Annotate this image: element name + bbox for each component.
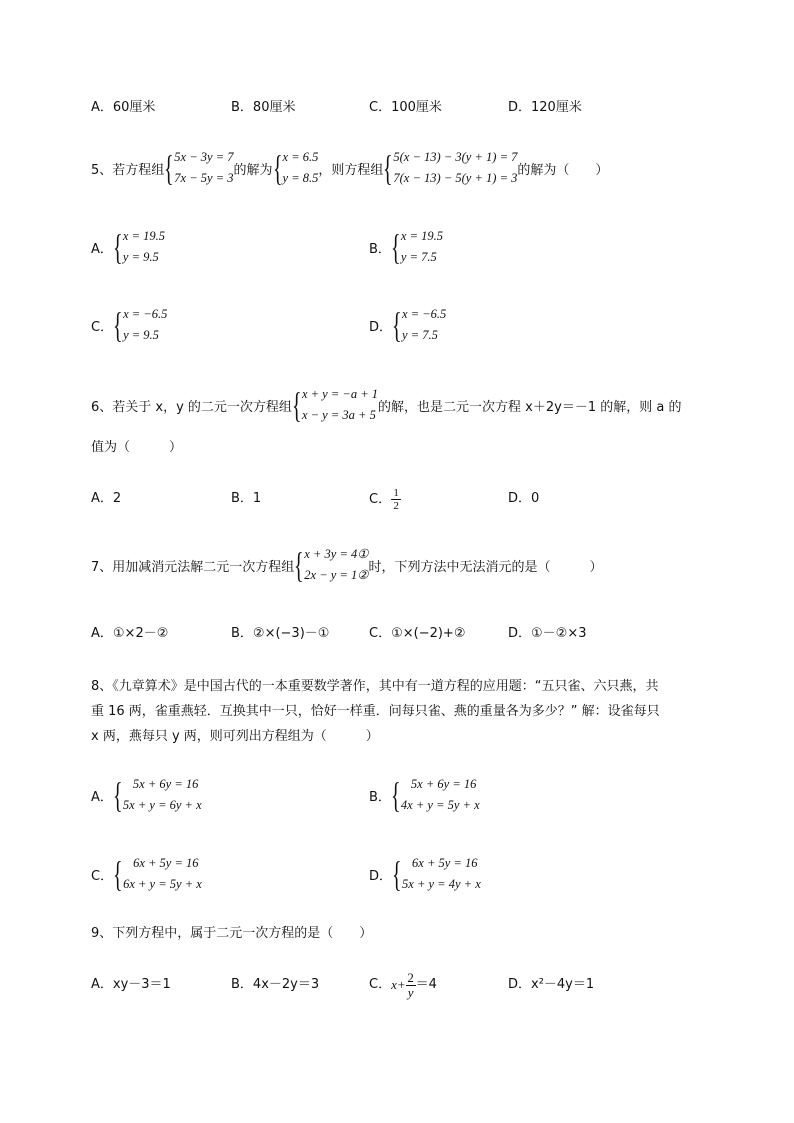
q5-option-d [369,304,446,346]
q8-option-b [369,774,480,816]
q5-sys2-line1: 5(x − 13) − 3(y + 1) = 7 [393,150,518,164]
q7-option-a: A．①×2－② [91,626,169,641]
q6-option-b: B．1 [231,491,262,506]
q8-option-d [369,853,481,895]
q6-system: { x + y = −a + 1 x − y = 3a + 5 [291,385,379,425]
q9-option-c-left: x+ [391,977,406,992]
q6-option-a: A．2 [91,491,122,506]
q8-option-d-label: D． [369,868,393,884]
q6-frac-num: 1 [393,487,399,499]
q8-option-a-system: { 5x + 6y = 16 5x + y = 6y + x [112,775,202,815]
q5-option-a-line1: x = 19.5 [122,229,166,243]
q4-option-c: C．100厘米 [369,100,442,115]
q5-option-a-system: { x = 19.5 y = 9.5 [112,227,166,267]
q5-option-a-label: A． [91,241,113,257]
q8-option-a-label: A． [91,789,113,805]
q5-option-b-line2: y = 7.5 [400,250,437,264]
q8-option-a-line2: 5x + y = 6y + x [122,798,202,812]
q9-c-num: 2 [407,969,414,985]
q7-option-c: C．①×(−2)+② [369,626,466,641]
q7-sys-line2: 2x − y = 1② [304,568,369,582]
q6-sys-line1: x + y = −a + 1 [301,387,379,401]
q5-sys1-line1: 5x − 3y = 7 [174,150,234,164]
q9-option-c-fraction [406,971,416,1000]
q6-option-c-fraction [391,487,401,512]
q7-system: { x + 3y = 4① 2x − y = 1② [294,545,369,585]
q8-line2: 重 16 两，雀重燕轻．互换其中一只，恰好一样重．问每只雀、燕的重量各为多少？” 解：设雀每只 [91,704,660,719]
q7-sys-line1: x + 3y = 4① [304,547,369,561]
q7-stem [91,543,602,587]
q5-solution-1: { x = 6.5 y = 8.5 [272,148,319,188]
q5-option-c-system: { x = −6.5 y = 9.5 [113,305,168,345]
q9-c-den: y [407,984,414,1000]
q9-option-d: D．x²－4y＝1 [508,977,595,992]
q5-option-c-line2: y = 9.5 [123,328,159,342]
q5-stem [91,146,608,190]
q5-option-b-system: { x = 19.5 y = 7.5 [390,227,444,267]
q6-stem [91,383,681,427]
q4-option-d: D．120厘米 [508,100,582,115]
q5-system-1: { 5x − 3y = 7 7x − 5y = 3 [164,148,234,188]
q5-option-d-system: { x = −6.5 y = 7.5 [392,305,447,345]
q8-option-a [91,774,202,816]
q5-system-2: { 5(x − 13) − 3(y + 1) = 7 7(x − 13) − 5(y + 1) = 3 [383,148,518,188]
q5-option-c [91,304,167,346]
q8-option-a-line1: 5x + 6y = 16 [132,777,199,791]
q5-option-b-label: B． [369,241,391,257]
q6-frac-den: 2 [393,500,399,512]
q9-stem: 9、下列方程中，属于二元一次方程的是（ ） [91,926,373,941]
q8-option-d-system: { 6x + 5y = 16 5x + y = 4y + x [392,854,481,894]
q8-option-b-label: B． [369,789,391,805]
q8-option-b-line1: 5x + 6y = 16 [410,777,477,791]
q9-option-c [369,966,437,1004]
q6-suffix: 的解，也是二元一次方程 x＋2y＝－1 的解，则 a 的 [378,399,682,415]
q8-option-d-line1: 6x + 5y = 16 [412,856,478,870]
q5-sol1-line1: x = 6.5 [282,150,319,164]
q8-option-c-line2: 6x + y = 5y + x [123,877,202,891]
q5-option-d-label: D． [369,319,393,335]
q8-option-c-label: C． [91,868,114,884]
q5-sys2-line2: 7(x − 13) − 5(y + 1) = 3 [393,171,518,185]
q5-mid2: ，则方程组 [318,162,384,178]
q5-mid1: 的解为 [233,162,273,178]
q9-option-b: B．4x－2y＝3 [231,977,320,992]
q9-option-c-right: ＝4 [415,977,437,992]
q8-option-b-system: { 5x + 6y = 16 4x + y = 5y + x [390,775,480,815]
q9-option-a: A．xy－3＝1 [91,977,171,992]
q7-option-d: D．①－②×3 [508,626,587,641]
q5-option-a [91,226,165,268]
q8-line1: 8、《九章算术》是中国古代的一本重要数学著作，其中有一道方程的应用题：“五只雀、六只燕，共 [91,679,659,694]
q4-option-b: B．80厘米 [231,100,296,115]
q6-line2: 值为（ ） [91,440,183,455]
q5-prefix: 5、若方程组 [91,162,165,178]
q8-line3: x 两，燕每只 y 两，则可列出方程组为（ ） [91,729,379,744]
q5-option-b [369,226,443,268]
q8-option-c-line1: 6x + 5y = 16 [133,856,199,870]
q8-option-c-system: { 6x + 5y = 16 6x + y = 5y + x [113,854,202,894]
q4-option-a: A．60厘米 [91,100,156,115]
q6-option-c-label: C． [369,491,392,507]
q8-option-d-line2: 5x + y = 4y + x [402,877,481,891]
q5-option-a-line2: y = 9.5 [122,250,159,264]
q6-prefix: 6、若关于 x，y 的二元一次方程组 [91,399,292,415]
q6-sys-line2: x − y = 3a + 5 [301,408,376,422]
q8-option-c [91,853,202,895]
q5-option-c-label: C． [91,319,114,335]
q9-option-c-label: C． [369,977,392,992]
q5-sys1-line2: 7x − 5y = 3 [174,171,234,185]
q5-option-d-line2: y = 7.5 [402,328,438,342]
q5-option-d-line1: x = −6.5 [402,307,447,321]
q5-sol1-line2: y = 8.5 [282,171,319,185]
q7-option-b: B．②×(−3)－① [231,626,330,641]
q6-option-d: D．0 [508,491,540,506]
q8-option-b-line2: 4x + y = 5y + x [400,798,480,812]
q5-option-b-line1: x = 19.5 [400,229,444,243]
q6-option-c [369,487,401,512]
q5-option-c-line1: x = −6.5 [123,307,168,321]
q5-suffix: 的解为（ ） [517,162,609,178]
q7-suffix: 时，下列方法中无法消元的是（ ） [368,559,603,575]
q7-prefix: 7、用加减消元法解二元一次方程组 [91,559,295,575]
